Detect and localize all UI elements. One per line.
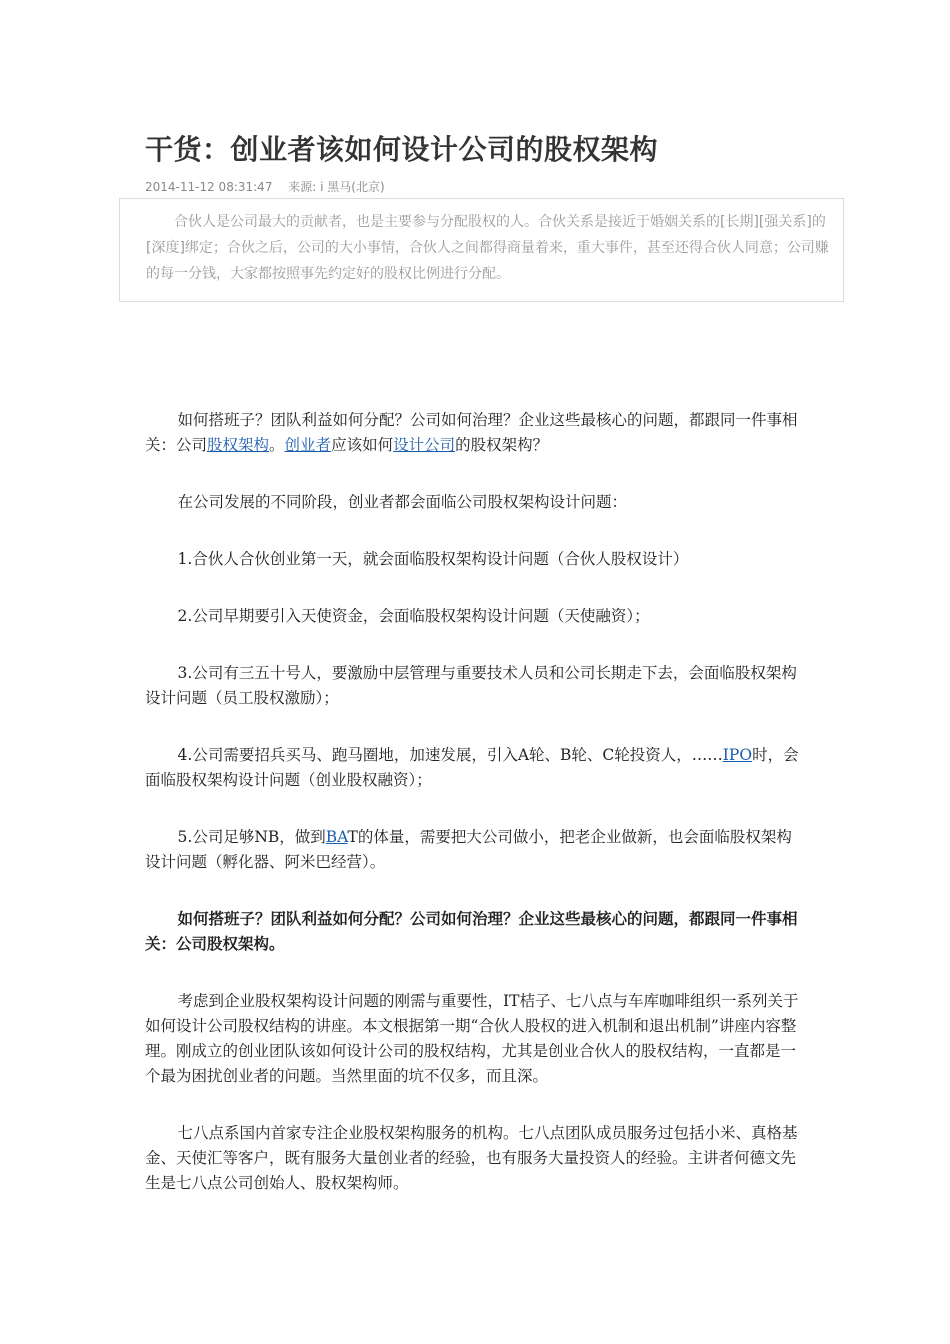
article-body bbox=[145, 408, 801, 1228]
stage-5-paragraph bbox=[145, 825, 801, 875]
publish-date: 2014-11-12 08:31:47 bbox=[145, 180, 273, 194]
stage-3-paragraph: 3.公司有三五十号人，要激励中层管理与重要技术人员和公司长期走下去，会面临股权架构设计问题（员工股权激励）； bbox=[145, 664, 797, 707]
intro-paragraph bbox=[145, 408, 801, 458]
link-design-company[interactable]: 设计公司 bbox=[393, 436, 456, 454]
stage-5-text: T的体量，需要把大公司做小，把老企业做新，也会面临股权架构设计问题（孵化器、阿米巴经营）。 bbox=[145, 828, 792, 871]
article-source: 来源: i 黑马(北京) bbox=[288, 180, 385, 194]
stage-4-text: 时，会面临股权架构设计问题（创业股权融资）； bbox=[145, 746, 799, 789]
link-ipo[interactable]: IPO bbox=[722, 746, 753, 764]
intro-text: 如何搭班子？团队利益如何分配？公司如何治理？企业这些最核心的问题，都跟同一件事相关：公司 bbox=[145, 411, 798, 454]
stage-1-paragraph: 1.合伙人合伙创业第一天，就会面临股权架构设计问题（合伙人股权设计） bbox=[177, 550, 689, 568]
intro-text: 。 bbox=[269, 436, 285, 454]
stage-4-text: 4.公司需要招兵买马、跑马圈地，加速发展，引入A轮、B轮、C轮投资人，…… bbox=[177, 746, 723, 764]
intro-text: 应该如何 bbox=[331, 436, 394, 454]
lectures-paragraph: 考虑到企业股权架构设计问题的刚需与重要性，IT桔子、七八点与车库咖啡组织一系列关于如何设计公司股权结构的讲座。本文根据第一期“合伙人股权的进入机制和退出机制”讲座内容整理。刚成立的创业团队该如何设计公司的股权结构，尤其是创业合伙人的股权结构，一直都是一个最为困扰创业者的问题。当然里面的坑不仅多，而且深。 bbox=[145, 992, 799, 1085]
summary-box bbox=[119, 198, 844, 302]
summary-text: 合伙人是公司最大的贡献者，也是主要参与分配股权的人。合伙关系是接近于婚姻关系的[长期][强关系]的[深度]绑定；合伙之后，公司的大小事情，合伙人之间都得商量着来，重大事件，甚至还得合伙人同意；公司赚的每一分钱，大家都按照事先约定好的股权比例进行分配。 bbox=[146, 214, 829, 282]
stage-4-paragraph bbox=[145, 743, 801, 793]
organization-paragraph: 七八点系国内首家专注企业股权架构服务的机构。七八点团队成员服务过包括小米、真格基金、天使汇等客户，既有服务大量创业者的经验，也有服务大量投资人的经验。主讲者何德文先生是七八点公司创始人、股权架构师。 bbox=[145, 1124, 798, 1192]
link-bat[interactable]: BA bbox=[325, 828, 348, 846]
stage-2-paragraph: 2.公司早期要引入天使资金，会面临股权架构设计问题（天使融资）； bbox=[177, 607, 650, 625]
link-equity-structure[interactable]: 股权架构 bbox=[207, 436, 270, 454]
bold-paragraph: 如何搭班子？团队利益如何分配？公司如何治理？企业这些最核心的问题，都跟同一件事相关：公司股权架构。 bbox=[145, 910, 798, 953]
intro-text: 的股权架构？ bbox=[455, 436, 549, 454]
stages-intro-paragraph: 在公司发展的不同阶段，创业者都会面临公司股权架构设计问题： bbox=[177, 493, 628, 511]
article-meta bbox=[145, 178, 397, 195]
link-entrepreneur[interactable]: 创业者 bbox=[284, 436, 332, 454]
stage-5-text: 5.公司足够NB，做到 bbox=[177, 828, 326, 846]
article-title: 干货：创业者该如何设计公司的股权架构 bbox=[145, 133, 659, 166]
